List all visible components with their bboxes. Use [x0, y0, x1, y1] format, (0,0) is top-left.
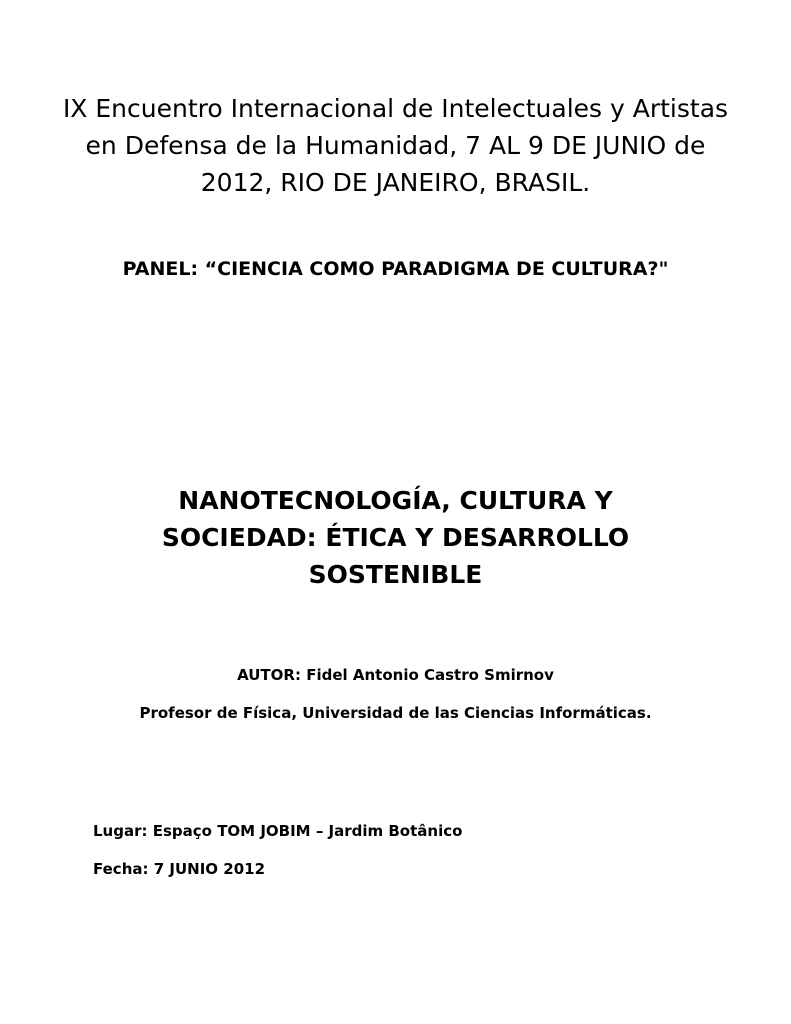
paper-title: NANOTECNOLOGÍA, CULTURA Y SOCIEDAD: ÉTICA Y DESARROLLO SOSTENIBLE [161, 486, 630, 589]
event-title: IX Encuentro Internacional de Intelectuales y Artistas en Defensa de la Humanidad, 7 AL 9 DE JUNIO de 2012, RIO DE JANEIRO, BRASIL. [62, 94, 729, 197]
place-value: Espaço TOM JOBIM – Jardim Botânico [152, 822, 463, 840]
author-label: AUTOR: [237, 666, 301, 684]
author-affiliation: Profesor de Física, Universidad de las Ciencias Informáticas. [139, 704, 652, 722]
date-label: Fecha: [93, 860, 149, 878]
place-line [93, 821, 462, 841]
author-name: Fidel Antonio Castro Smirnov [306, 666, 554, 684]
author-line [0, 665, 791, 685]
date-line [93, 859, 265, 879]
place-label: Lugar: [93, 822, 148, 840]
panel-title: PANEL: “CIENCIA COMO PARADIGMA DE CULTURA?" [122, 258, 669, 280]
date-value: 7 JUNIO 2012 [153, 860, 266, 878]
